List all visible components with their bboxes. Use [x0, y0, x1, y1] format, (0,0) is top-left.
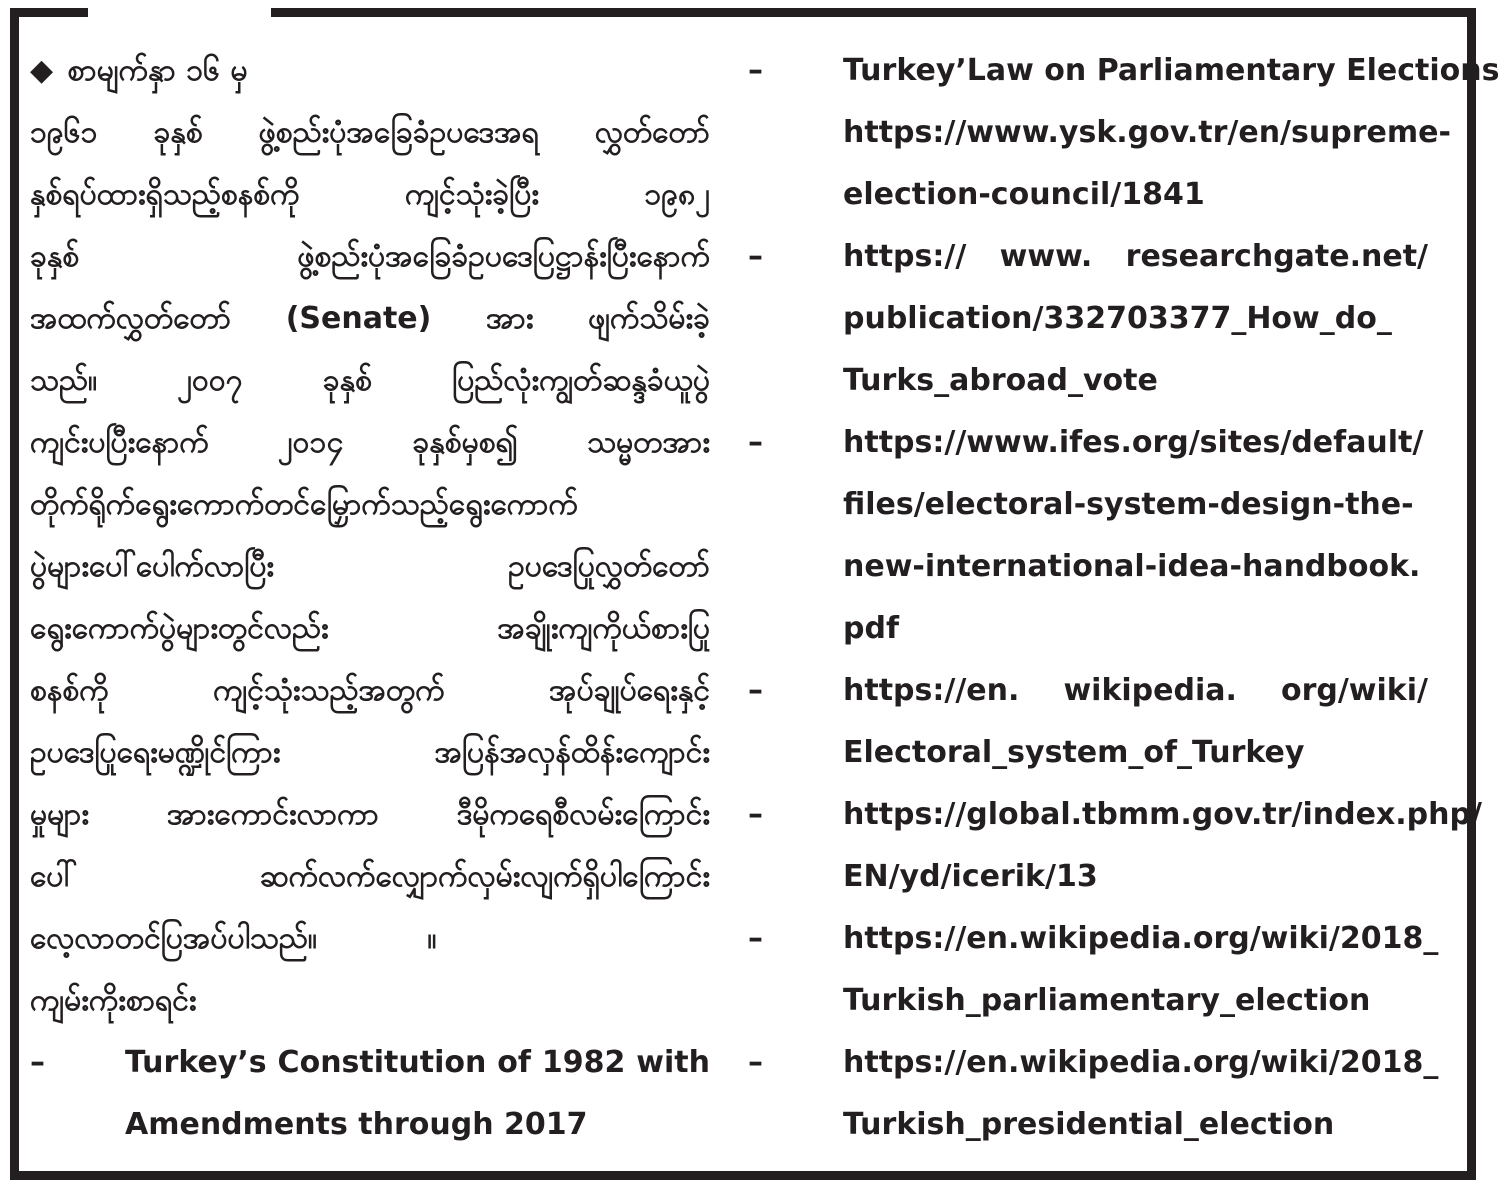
reference-line: files/electoral-system-design-the-	[843, 487, 1414, 522]
reference-line: Turkey’Law on Parliamentary Elections	[843, 53, 1499, 88]
reference-line: https://www.ysk.gov.tr/en/supreme-	[843, 115, 1451, 150]
paragraph-line: မှုများ အားကောင်းလာကာ ဒီမိုကရေစီလမ်းကြောင်း	[30, 797, 710, 832]
paragraph-line: ပွဲများပေါ်ပေါက်လာပြီး ဥပဒေပြုလွှတ်တော်	[30, 549, 710, 584]
paragraph-line: သည်။ ၂၀၀၇ ခုနှစ် ပြည်လုံးကျွတ်ဆန္ဒခံယူပွဲ	[30, 363, 710, 398]
continuation-heading-text: စာမျက်နှာ ၁၆ မှ	[67, 53, 248, 88]
paragraph-last-line	[30, 908, 710, 970]
paragraph-line: ကျင်းပပြီးနောက် ၂၀၁၄ ခုနှစ်မှစ၍ သမ္မတအား	[30, 425, 710, 460]
reference-item	[748, 1032, 1439, 1156]
paragraph-line: ပေါ် ဆက်လက်လျှောက်လှမ်းလျက်ရှိပါကြောင်း	[30, 859, 710, 894]
reference-item	[748, 784, 1482, 908]
paragraph-line: တိုက်ရိုက်ရွေးကောက်တင်မြှောက်သည့်ရွေးကောက်	[30, 487, 578, 522]
paragraph-line: စနစ်ကို ကျင့်သုံးသည့်အတွက် အုပ်ချုပ်ရေးနှင့်	[30, 673, 710, 708]
dash-bullet: –	[748, 239, 763, 274]
paragraph-line: နှစ်ရပ်ထားရှိသည့်စနစ်ကို ကျင့်သုံးခဲ့ပြီး ၁၉၈၂	[30, 177, 710, 212]
reference-line: Turks_abroad_vote	[843, 363, 1158, 398]
paragraph-line: ခုနှစ် ဖွဲ့စည်းပုံအခြေခံဥပဒေပြဋ္ဌာန်းပြီးနောက်	[30, 239, 710, 274]
paragraph-line: ၁၉၆၁ ခုနှစ် ဖွဲ့စည်းပုံအခြေခံဥပဒေအရ လွှတ်တော်	[30, 115, 710, 150]
reference-line: election-council/1841	[843, 177, 1205, 212]
dash-bullet: –	[748, 921, 763, 956]
reference-item	[748, 660, 1428, 784]
reference-line: new-international-idea-handbook.	[843, 549, 1421, 584]
dash-bullet: –	[748, 1045, 763, 1080]
diamond-icon: ◆	[30, 53, 54, 88]
reference-line: https://en.wikipedia.org/wiki/2018_	[843, 921, 1439, 956]
references-heading: ကျမ်းကိုးစာရင်း	[30, 983, 197, 1018]
end-mark: ။	[427, 921, 437, 956]
paragraph-last-text: လေ့လာတင်ပြအပ်ပါသည်။	[30, 921, 317, 956]
frame-gap	[88, 4, 271, 22]
reference-line: publication/332703377_How_do_	[843, 301, 1392, 336]
reference-line: Turkish_presidential_election	[843, 1107, 1335, 1142]
reference-line: EN/yd/icerik/13	[843, 859, 1098, 894]
right-column	[748, 40, 1499, 1156]
reference-line: Turkey’s Constitution of 1982 with	[125, 1045, 710, 1080]
dash-bullet: –	[748, 53, 763, 88]
reference-line: https://en.wikipedia.org/wiki/2018_	[843, 1045, 1439, 1080]
reference-line: pdf	[843, 611, 900, 646]
paragraph-line: အထက်လွှတ်တော် (Senate) အား ဖျက်သိမ်းခဲ့	[30, 301, 710, 336]
reference-line: https://en. wikipedia. org/wiki/	[843, 673, 1428, 708]
paragraph-line: ရွေးကောက်ပွဲများတွင်လည်း အချိုးကျကိုယ်စားပြု	[30, 611, 710, 646]
paragraph-line: ဥပဒေပြုရေးမဏ္ဍိုင်ကြား အပြန်အလှန်ထိန်းကျောင်း	[30, 735, 710, 770]
reference-item	[748, 908, 1439, 1032]
reference-item	[748, 412, 1428, 660]
dash-bullet: –	[30, 1045, 45, 1080]
reference-line: https://global.tbmm.gov.tr/index.php/	[843, 797, 1482, 832]
reference-item	[748, 226, 1428, 412]
reference-line: Turkish_parliamentary_election	[843, 983, 1371, 1018]
reference-line: Electoral_system_of_Turkey	[843, 735, 1305, 770]
reference-line: https:// www. researchgate.net/	[843, 239, 1428, 274]
reference-item	[30, 1032, 710, 1156]
continuation-heading	[30, 40, 710, 102]
reference-line: https://www.ifes.org/sites/default/	[843, 425, 1424, 460]
reference-item	[748, 40, 1499, 226]
dash-bullet: –	[748, 797, 763, 832]
reference-line: Amendments through 2017	[125, 1107, 588, 1142]
dash-bullet: –	[748, 425, 763, 460]
dash-bullet: –	[748, 673, 763, 708]
left-column	[30, 40, 710, 1156]
